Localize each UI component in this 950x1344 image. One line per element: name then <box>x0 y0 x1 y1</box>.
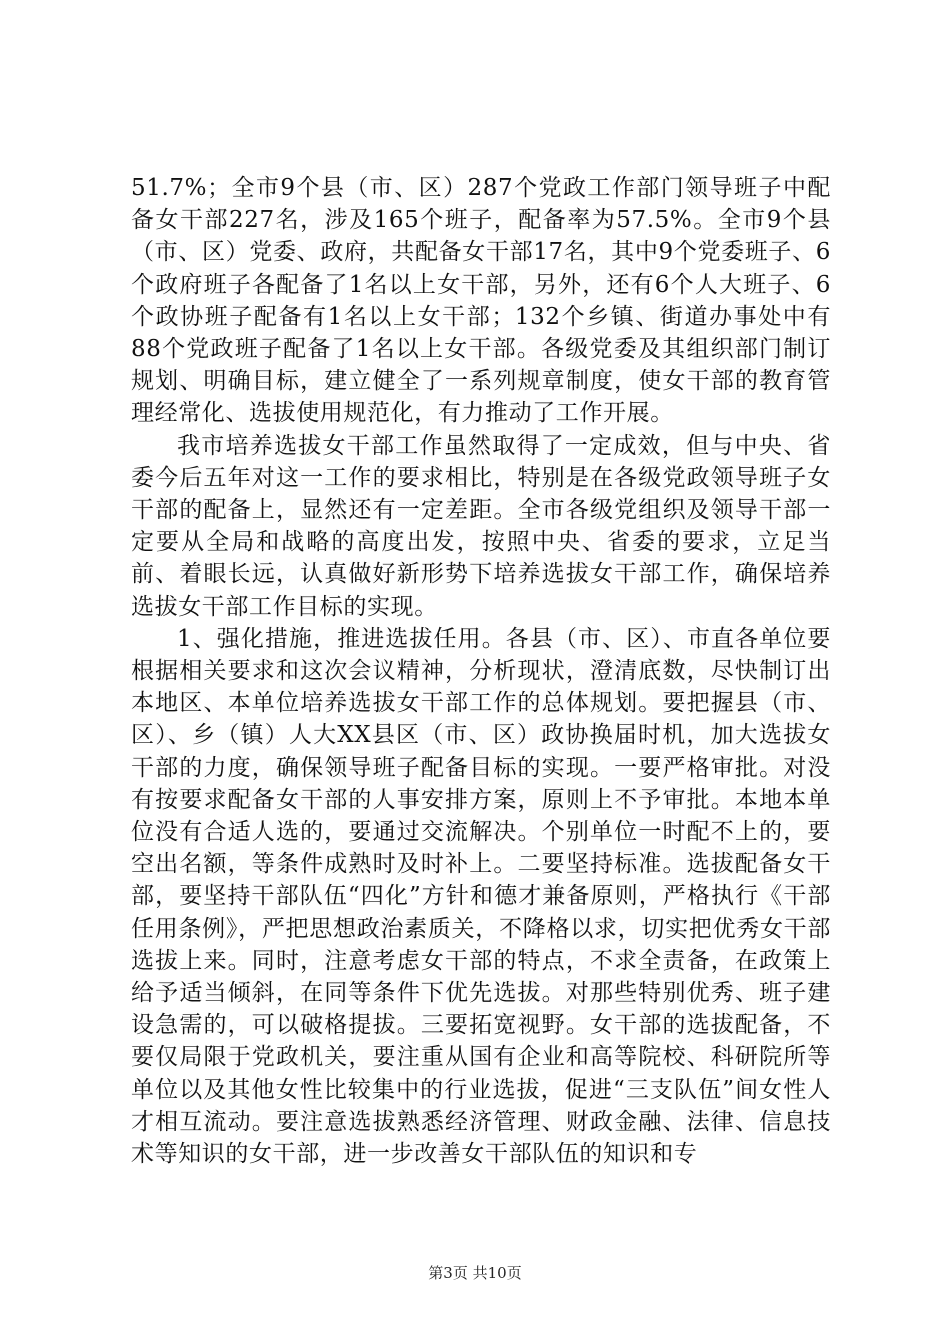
paragraph-2: 我市培养选拔女干部工作虽然取得了一定成效，但与中央、省委今后五年对这一工作的要求相比，特别是在各级党政领导班子女干部的配备上，显然还有一定差距。全市各级党组织及领导干部一定要从全局和战略的高度出发，按照中央、省委的要求，立足当前、着眼长远，认真做好新形势下培养选拔女干部工作，确保培养选拔女干部工作目标的实现。 <box>131 432 831 620</box>
document-body <box>131 172 831 1170</box>
paragraph-1: 51.7%；全市9个县（市、区）287个党政工作部门领导班子中配备女干部227名，涉及165个班子，配备率为57.5%。全市9个县（市、区）党委、政府，共配备女干部17名，其中9个党委班子、6个政府班子各配备了1名以上女干部，另外，还有6个人大班子、6个政协班子配备有1名以上女干部；132个乡镇、街道办事处中有88个党政班子配备了1名以上女干部。各级党委及其组织部门制订规划、明确目标，建立健全了一系列规章制度，使女干部的教育管理经常化、选拔使用规范化，有力推动了工作开展。 <box>131 175 831 427</box>
paragraph-3: 1、强化措施，推进选拔任用。各县（市、区）、市直各单位要根据相关要求和这次会议精神，分析现状，澄清底数，尽快制订出本地区、本单位培养选拔女干部工作的总体规划。要把握县（市、区）、乡（镇）人大XX县区（市、区）政协换届时机，加大选拔女干部的力度，确保领导班子配备目标的实现。一要严格审批。对没有按要求配备女干部的人事安排方案，原则上不予审批。本地本单位没有合适人选的，要通过交流解决。个别单位一时配不上的，要空出名额，等条件成熟时及时补上。二要坚持标准。选拔配备女干部，要坚持干部队伍“四化”方针和德才兼备原则，严格执行《干部任用条例》，严把思想政治素质关，不降格以求，切实把优秀女干部选拔上来。同时，注意考虑女干部的特点，不求全责备，在政策上给予适当倾斜，在同等条件下优先选拔。对那些特别优秀、班子建设急需的，可以破格提拔。三要拓宽视野。女干部的选拔配备，不要仅局限于党政机关，要注重从国有企业和高等院校、科研院所等单位以及其他女性比较集中的行业选拔，促进“三支队伍”间女性人才相互流动。要注意选拔熟悉经济管理、财政金融、法律、信息技术等知识的女干部，进一步改善女干部队伍的知识和专 <box>131 625 831 1168</box>
page-footer: 第3页 共10页 <box>428 1264 522 1282</box>
